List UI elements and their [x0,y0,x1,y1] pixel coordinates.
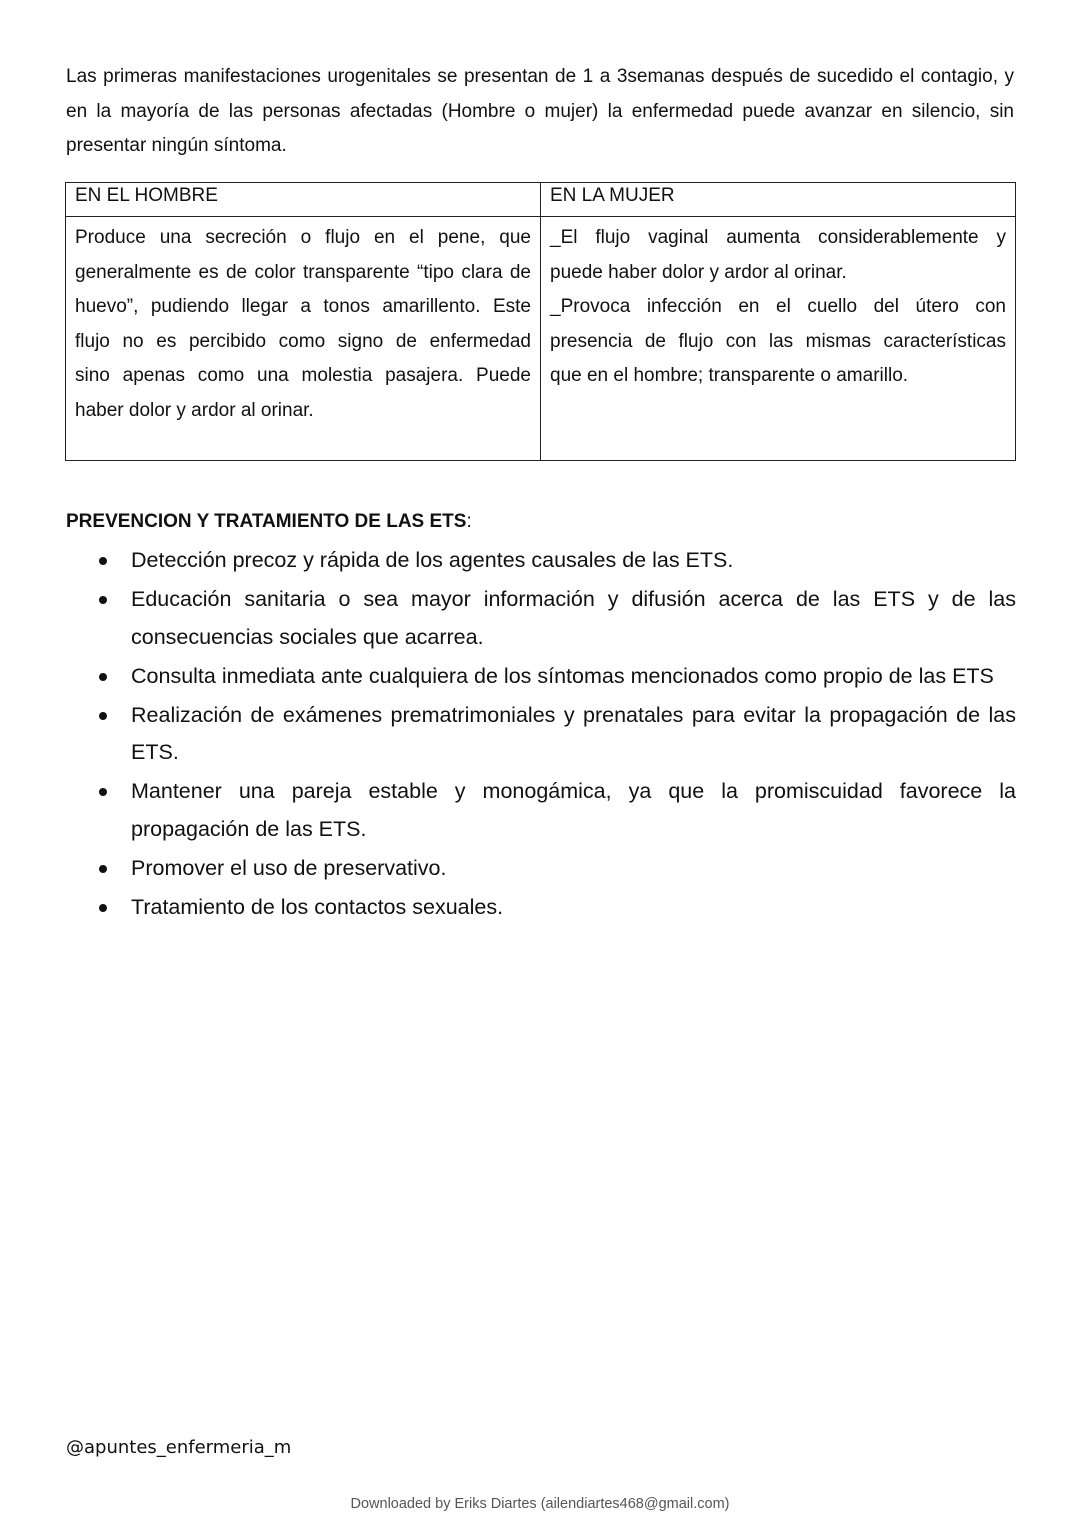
heading-colon: : [466,511,472,532]
section-heading [66,508,1016,536]
list-item-text: Consulta inmediata ante cualquiera de los síntomas mencionados como propio de las ETS [131,663,994,688]
text-line: flujo no es percibido como signo de enfermedad [75,330,531,352]
list-item [66,581,1016,656]
intro-text: Las primeras manifestaciones urogenitales se presentan de 1 a 3semanas después de sucedido el contagio, y en la mayoría de las personas afectadas (Hombre o mujer) la enfermedad puede avanzar en silencio, sin presentar ningún síntoma. [66,66,1014,156]
bullet-icon [99,712,107,720]
cell-hombre [66,217,541,461]
bullet-icon [99,673,107,681]
text-line: huevo”, pudiendo llegar a tonos amarillento. Este [75,296,531,317]
bullet-icon [99,788,107,796]
symptoms-comparison-table [65,182,1016,461]
list-item-text: Tratamiento de los contactos sexuales. [131,894,504,919]
text-line: puede haber dolor y ardor al orinar. [550,261,847,283]
bullet-icon [99,904,107,912]
bullet-icon [99,865,107,873]
list-item [66,542,1016,580]
bullet-icon [99,596,107,604]
section-title: PREVENCION Y TRATAMIENTO DE LAS ETS [66,511,467,532]
intro-paragraph [66,60,1014,164]
list-item-text: Promover el uso de preservativo. [131,855,447,880]
cell-mujer [541,217,1016,461]
bullet-icon [99,557,107,565]
list-item-text: Detección precoz y rápida de los agentes causales de las ETS. [131,548,734,572]
list-item-text: Realización de exámenes prematrimoniales y prenatales para evitar la propagación de las ETS. [131,702,1016,764]
list-item [66,773,1016,848]
list-item [66,697,1016,772]
text-line: presencia de flujo con las mismas características [550,330,1006,352]
table-row [66,217,1016,461]
list-item-text: Mantener una pareja estable y monogámica, ya que la promiscuidad favorece la propagación de las ETS. [131,779,1016,841]
text-line: que en el hombre; transparente o amarillo. [550,365,909,386]
list-item [66,658,1016,696]
text-line: generalmente es de color transparente “tipo clara de [75,261,531,283]
list-item [66,850,1016,888]
prevention-list [66,542,1016,926]
download-notice: Downloaded by Eriks Diartes (ailendiartes468@gmail.com) [350,1496,730,1512]
table-header-row [66,183,1016,217]
text-line: haber dolor y ardor al orinar. [75,399,314,421]
list-item [66,889,1016,927]
text-line: _Provoca infección en el cuello del útero con [550,296,1006,317]
header-hombre: EN EL HOMBRE [66,183,541,217]
header-mujer: EN LA MUJER [541,183,1016,217]
text-line: sino apenas como una molestia pasajera. Puede [75,365,531,386]
text-line: Produce una secreción o flujo en el pene, que [75,227,531,248]
text-line: _El flujo vaginal aumenta considerablemente y [550,227,1006,248]
prevention-section [66,508,1016,928]
list-item-text: Educación sanitaria o sea mayor información y difusión acerca de las ETS y de las consecuencias sociales que acarrea. [131,587,1016,649]
author-handle: @apuntes_enfermeria_m [66,1437,292,1458]
